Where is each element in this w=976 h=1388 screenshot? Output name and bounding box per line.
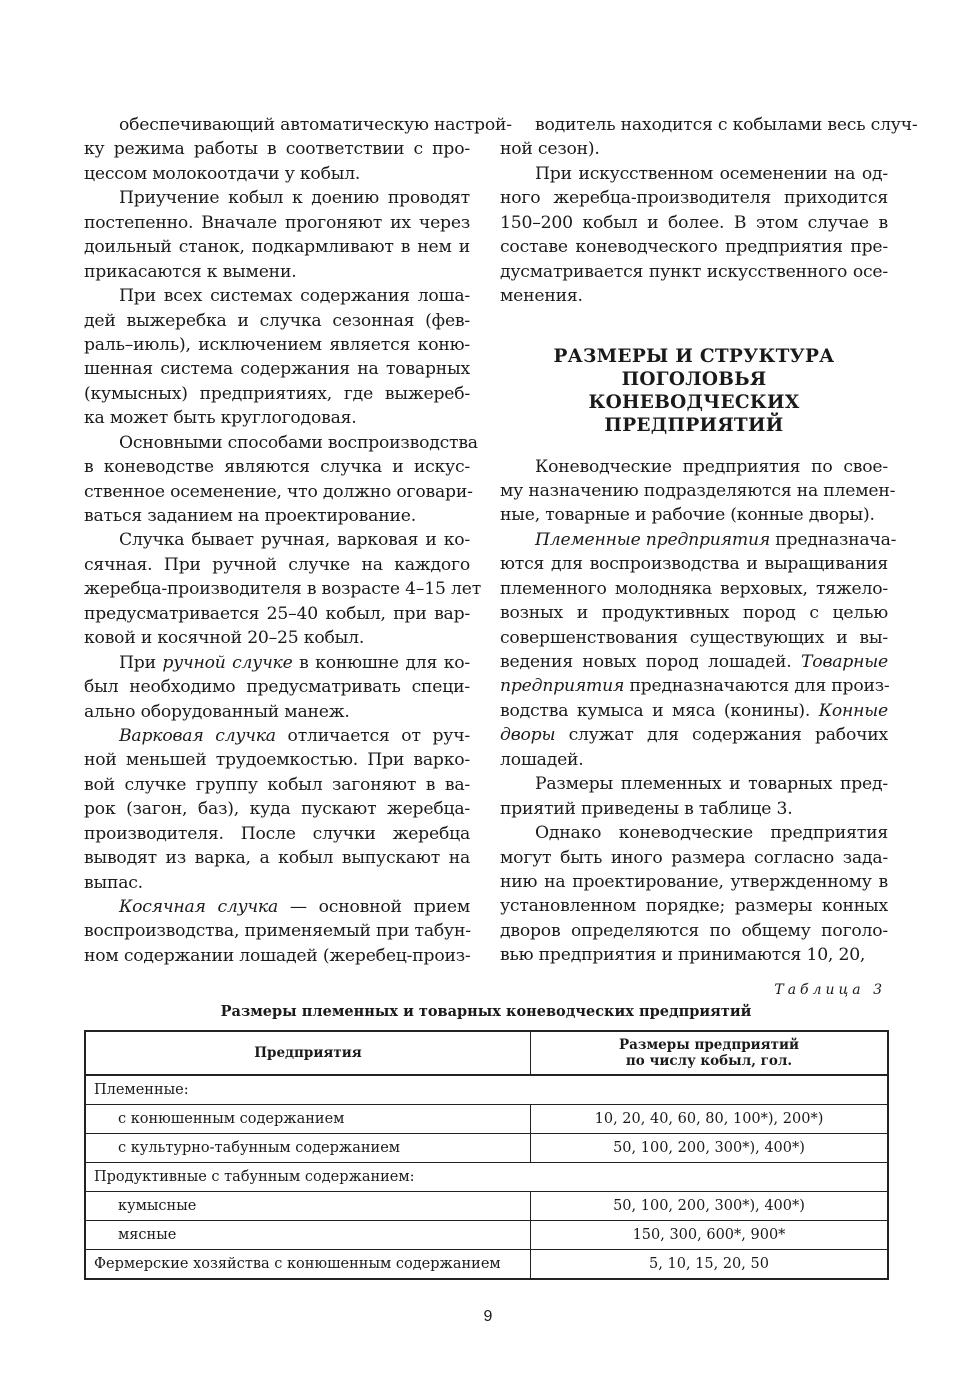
text-segment: водитель находится с кобылами весь случ- [535, 115, 918, 135]
text-line [500, 723, 888, 747]
text-segment: — основной прием [278, 897, 470, 917]
text-segment: выпас. [84, 872, 143, 893]
row-label: кумысные [85, 1192, 531, 1221]
text-line [84, 406, 470, 430]
italic-term: Конные [818, 700, 888, 721]
row-value: 50, 100, 200, 300*), 400*) [531, 1192, 889, 1221]
row-value: 5, 10, 15, 20, 50 [531, 1250, 889, 1280]
text-segment: обеспечивающий автоматическую настрой- [119, 115, 512, 135]
text-segment: отличается от руч- [275, 725, 470, 746]
text-line [84, 919, 470, 943]
heading-line: КОНЕВОДЧЕСКИХ [588, 391, 800, 413]
text-line [500, 894, 888, 918]
text-segment: рок (загон, баз), куда пускают жеребца- [84, 799, 470, 820]
text-segment: ной меньшей трудоемкостью. При варко- [84, 750, 470, 771]
text-segment: производителя. После случки жеребца [84, 823, 470, 844]
text-line [500, 284, 888, 308]
heading-line: РАЗМЕРЫ И СТРУКТУРА [553, 345, 835, 367]
text-line [84, 528, 470, 552]
text-segment: ковой и косячной 20–25 кобыл. [84, 628, 365, 649]
text-segment: ном содержании лошадей (жеребец-произ- [84, 945, 471, 966]
row-value: 50, 100, 200, 300*), 400*) [531, 1134, 889, 1163]
text-line [500, 137, 888, 161]
text-line [500, 552, 888, 576]
row-label: с культурно-табунным содержанием [85, 1134, 531, 1163]
heading-line: ПРЕДПРИЯТИЙ [604, 414, 784, 436]
text-segment: сячная. При ручной случке на каждого [84, 554, 470, 575]
header-enterprises: Предприятия [85, 1031, 531, 1075]
text-line [500, 748, 888, 772]
text-line [84, 577, 482, 601]
text-line [84, 431, 478, 455]
text-segment: дворов определяются по общему поголо- [500, 920, 888, 941]
right-column [500, 113, 918, 968]
text-segment: в конюшне для ко- [292, 652, 470, 673]
row-value: 10, 20, 40, 60, 80, 100*), 200*) [531, 1105, 889, 1134]
table-row [85, 1163, 888, 1192]
text-segment: воспроизводства, применяемый при табун- [84, 921, 471, 942]
text-segment: ной сезон). [500, 139, 600, 160]
text-segment: предусматривается 25–40 кобыл, при вар- [84, 603, 470, 624]
text-line [84, 137, 470, 161]
text-line [500, 455, 888, 479]
text-line [84, 382, 470, 406]
group-label: Продуктивные с табунным содержанием: [85, 1163, 888, 1192]
text-line [84, 211, 470, 235]
text-line [84, 822, 470, 846]
text-segment: Приучение кобыл к доению проводят [119, 188, 470, 209]
text-line [84, 309, 470, 333]
text-segment: ного жеребца-производителя приходится [500, 188, 888, 209]
text-segment: (кумысных) предприятиях, где выжереб- [84, 383, 470, 404]
italic-term: дворы [500, 725, 556, 746]
text-line [84, 333, 470, 357]
text-line [500, 919, 888, 943]
text-line [500, 870, 888, 894]
text-segment: дей выжеребка и случка сезонная (фев- [84, 310, 470, 331]
text-segment: ально оборудованный манеж. [84, 701, 350, 722]
text-line [500, 162, 888, 186]
text-line [500, 846, 888, 870]
table-row [85, 1192, 888, 1221]
text-segment: шенная система содержания на товарных [84, 359, 470, 380]
text-segment: могут быть иного размера согласно зада- [500, 847, 888, 868]
text-segment: был необходимо предусматривать специ- [84, 677, 470, 698]
text-line [500, 479, 896, 503]
table-row [85, 1075, 888, 1105]
text-line [500, 821, 888, 845]
table-number: Таблица 3 [774, 982, 886, 998]
text-line [84, 797, 470, 821]
text-segment: При [119, 652, 163, 673]
text-segment: прикасаются к вымени. [84, 261, 297, 282]
text-line [500, 650, 888, 674]
text-line [500, 503, 888, 527]
text-line [84, 260, 470, 284]
text-line [500, 260, 888, 284]
table-row [85, 1250, 888, 1280]
row-value: 150, 300, 600*, 900* [531, 1221, 889, 1250]
text-line [500, 211, 888, 235]
text-segment: ются для воспроизводства и выращивания [500, 554, 888, 575]
text-segment: племенного молодняка верховых, тяжело- [500, 578, 888, 599]
text-line [500, 601, 888, 625]
text-line [84, 700, 470, 724]
text-line [84, 162, 470, 186]
table-row [85, 1221, 888, 1250]
right-column-bottom-text [500, 455, 897, 968]
italic-term: ручной случке [162, 652, 293, 673]
text-line [84, 553, 470, 577]
text-segment: раль–июль), исключением является коню- [84, 334, 470, 355]
text-line [500, 674, 888, 698]
text-segment: вой случке группу кобыл загоняют в ва- [84, 774, 470, 795]
italic-term: Варковая случка [119, 725, 276, 746]
text-line [84, 773, 470, 797]
italic-term: Товарные [801, 652, 888, 672]
text-line [500, 113, 918, 137]
table-header-row [85, 1031, 888, 1075]
text-segment: цессом молокоотдачи у кобыл. [84, 163, 361, 184]
text-line [500, 699, 888, 723]
text-line [84, 626, 470, 650]
text-line [500, 943, 888, 967]
italic-term: Косячная случка [119, 897, 279, 917]
header-sizes: Размеры предприятий по числу кобыл, гол. [531, 1031, 889, 1075]
text-line [84, 455, 470, 479]
text-segment: жеребца-производителя в возрасте 4–15 лет [84, 579, 482, 600]
text-segment: дусматривается пункт искусственного осе- [500, 261, 888, 282]
text-segment: ственное осеменение, что должно оговари- [84, 481, 473, 502]
row-label: с конюшенным содержанием [85, 1105, 531, 1134]
text-segment: предназнача- [770, 529, 897, 550]
right-column-top-text [500, 113, 918, 309]
text-line [84, 895, 470, 919]
text-segment: установленном порядке; размеры конных [500, 896, 888, 917]
text-segment: При всех системах содержания лоша- [119, 286, 470, 307]
text-segment: ка может быть круглогодовая. [84, 408, 357, 429]
text-segment: в коневодстве являются случка и искус- [84, 457, 470, 478]
text-segment: Однако коневодческие предприятия [535, 823, 888, 844]
text-segment: постепенно. Вначале прогоняют их через [84, 212, 470, 233]
text-line [84, 724, 470, 748]
italic-term: Племенные предприятия [535, 529, 771, 550]
text-line [500, 528, 897, 552]
text-segment: лошадей. [500, 749, 584, 770]
text-segment: водства кумыса и мяса (конины). [500, 700, 819, 721]
text-segment: приятий приведены в таблице 3. [500, 798, 793, 819]
text-segment: При искусственном осеменении на од- [535, 163, 888, 184]
text-line [84, 504, 470, 528]
text-segment: служат для содержания рабочих [555, 725, 888, 746]
section-heading [500, 345, 888, 437]
group-label: Племенные: [85, 1075, 888, 1105]
text-line [84, 748, 470, 772]
text-line [84, 284, 470, 308]
text-segment: менения. [500, 286, 583, 307]
text-segment: ку режима работы в соответствии с про- [84, 139, 470, 160]
text-line [84, 846, 470, 870]
heading-line: ПОГОЛОВЬЯ [621, 368, 767, 390]
text-line [500, 772, 888, 796]
text-line [500, 626, 888, 650]
page-number: 9 [483, 1308, 493, 1325]
text-line [84, 651, 470, 675]
text-line [84, 944, 470, 968]
text-segment: выводят из варка, а кобыл выпускают на [84, 848, 470, 869]
text-line [500, 186, 888, 210]
text-line [84, 675, 470, 699]
text-segment: предназначаются для произ- [624, 676, 890, 697]
left-column [84, 113, 512, 968]
text-line [84, 480, 473, 504]
text-segment: Основными способами воспроизводства [119, 432, 478, 453]
text-segment: возных и продуктивных пород с целью [500, 603, 888, 624]
text-line [84, 602, 470, 626]
text-segment: му назначению подразделяются на племен- [500, 480, 896, 501]
text-segment: 150–200 кобыл и более. В этом случае в [500, 212, 888, 233]
text-line [84, 235, 470, 259]
text-segment: составе коневодческого предприятия пре- [500, 237, 888, 258]
text-segment: ведения новых пород лошадей. [500, 652, 802, 672]
table-title: Размеры племенных и товарных коневодческих предприятий [220, 1003, 752, 1020]
text-line [500, 797, 888, 821]
italic-term: предприятия [500, 676, 625, 697]
text-line [84, 871, 470, 895]
text-line [500, 235, 888, 259]
text-segment: совершенствования существующих и вы- [500, 627, 888, 648]
text-segment: Случка бывает ручная, варковая и ко- [119, 530, 470, 551]
table-row [85, 1134, 888, 1163]
row-label: мясные [85, 1221, 531, 1250]
table-row [85, 1105, 888, 1134]
text-line [84, 186, 470, 210]
row-label: Фермерские хозяйства с конюшенным содержанием [85, 1250, 531, 1280]
text-segment: Коневодческие предприятия по свое- [535, 456, 888, 477]
text-segment: нию на проектирование, утвержденному в [500, 871, 888, 892]
text-line [500, 577, 888, 601]
text-line [84, 113, 512, 137]
text-segment: доильный станок, подкармливают в нем и [84, 237, 470, 258]
text-segment: ные, товарные и рабочие (конные дворы). [500, 505, 875, 526]
text-line [84, 357, 470, 381]
text-segment: вью предприятия и принимаются 10, 20, [500, 945, 866, 966]
text-segment: Размеры племенных и товарных пред- [535, 774, 888, 795]
text-segment: ваться заданием на проектирование. [84, 506, 416, 526]
enterprise-size-table [84, 1030, 889, 1280]
